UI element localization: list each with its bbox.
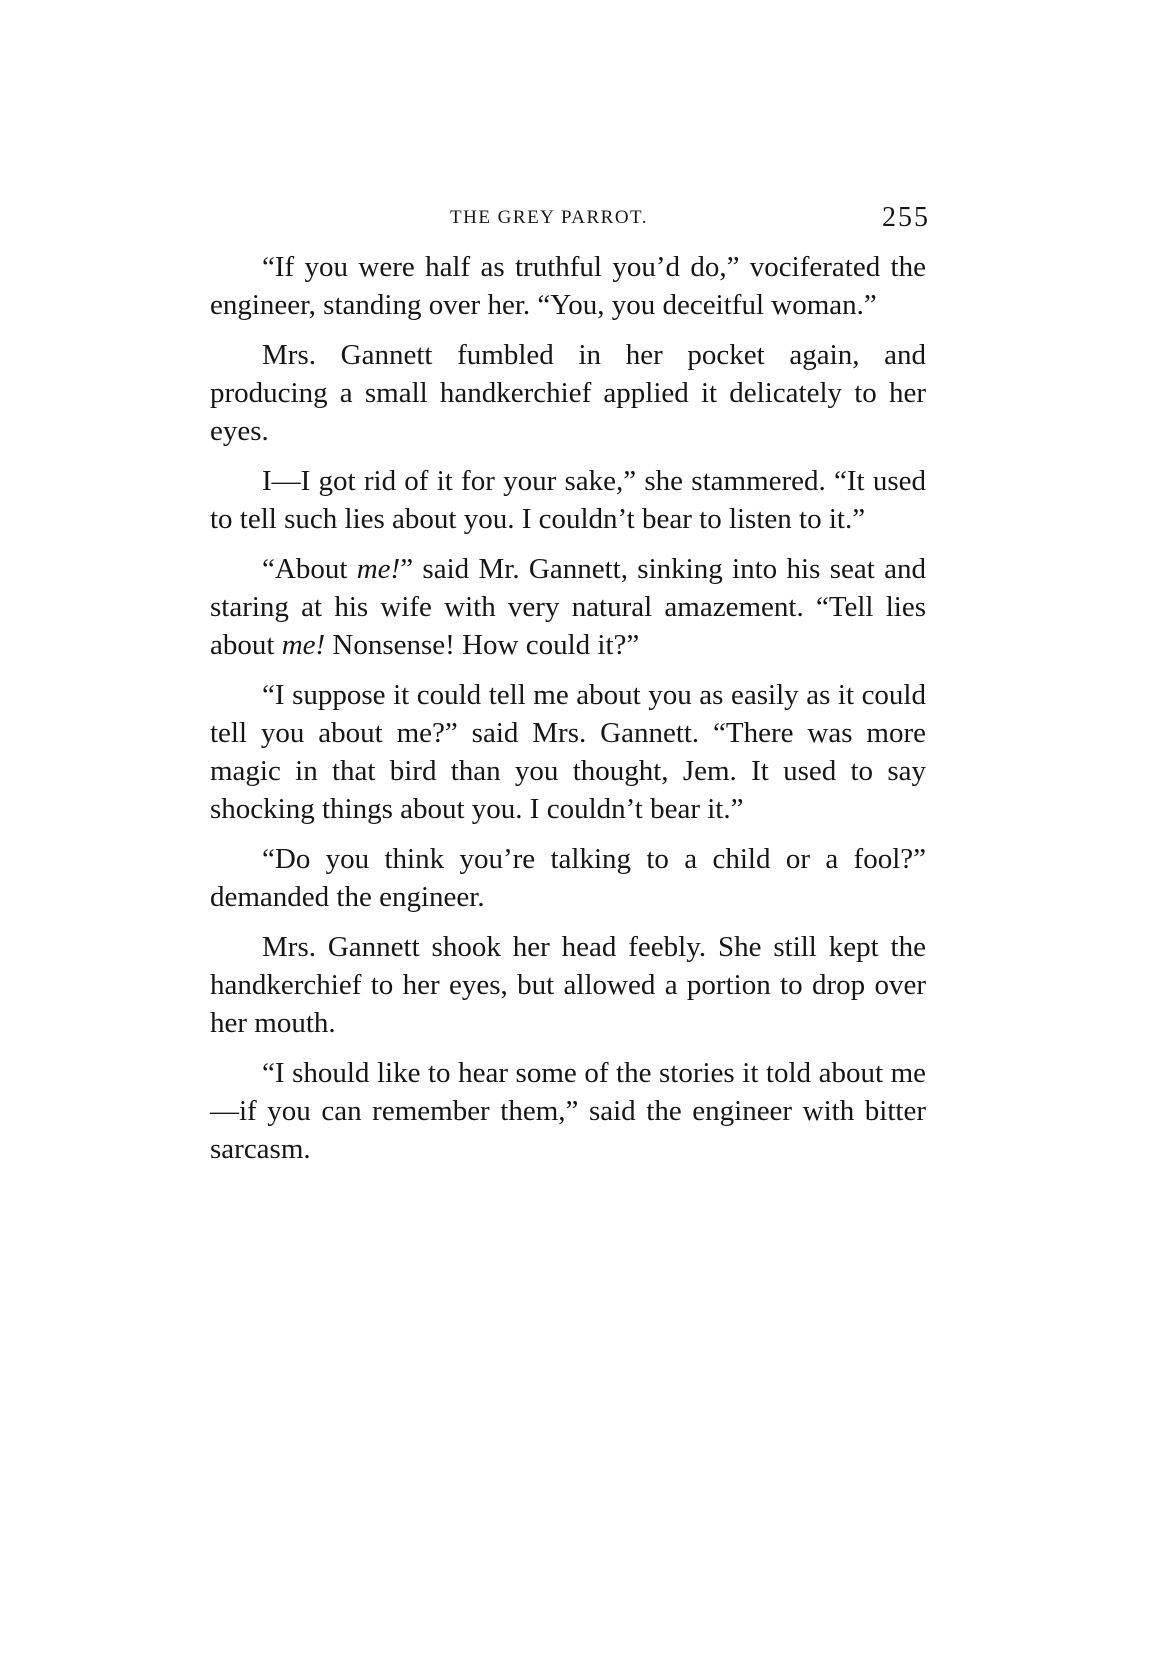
paragraph-4-text-c: Nonsense! How could it?”: [325, 629, 640, 661]
paragraph-4-italic-a: me!: [356, 553, 401, 585]
paragraph-4-text-a: “About: [262, 553, 357, 585]
paragraph-4-text-b: ” said Mr. Gannett, sinking into his seat and staring at his wife with very natural amazement. “Tell lies about: [210, 553, 926, 661]
paragraph-4-italic-b: me!: [281, 629, 326, 661]
paragraph-3: I—I got rid of it for your sake,” she stammered. “It used to tell such lies about you. I couldn’t bear to listen to it.”: [210, 465, 926, 535]
page-number: 255: [882, 202, 930, 233]
body-text: [210, 248, 926, 1180]
paragraph-8: “I should like to hear some of the stories it told about me—if you can remember them,” said the engineer with bitter sarcasm.: [210, 1057, 926, 1165]
running-title: THE GREY PARROT.: [450, 207, 649, 228]
paragraph-1: “If you were half as truthful you’d do,” vociferated the engineer, standing over her. “You, you deceitful woman.”: [210, 251, 926, 321]
running-head: [210, 200, 930, 236]
paragraph-5: “I suppose it could tell me about you as easily as it could tell you about me?” said Mrs. Gannett. “There was more magic in that bird than you thought, Jem. It used to say shocking things about you. I couldn’t bear it.”: [210, 679, 926, 825]
paragraph-6: “Do you think you’re talking to a child or a fool?” demanded the engineer.: [210, 843, 926, 913]
paragraph-2: Mrs. Gannett fumbled in her pocket again, and producing a small handkerchief applied it delicately to her eyes.: [210, 339, 926, 447]
paragraph-4: [210, 550, 926, 664]
paragraph-7: Mrs. Gannett shook her head feebly. She still kept the handkerchief to her eyes, but allowed a portion to drop over her mouth.: [210, 931, 926, 1039]
